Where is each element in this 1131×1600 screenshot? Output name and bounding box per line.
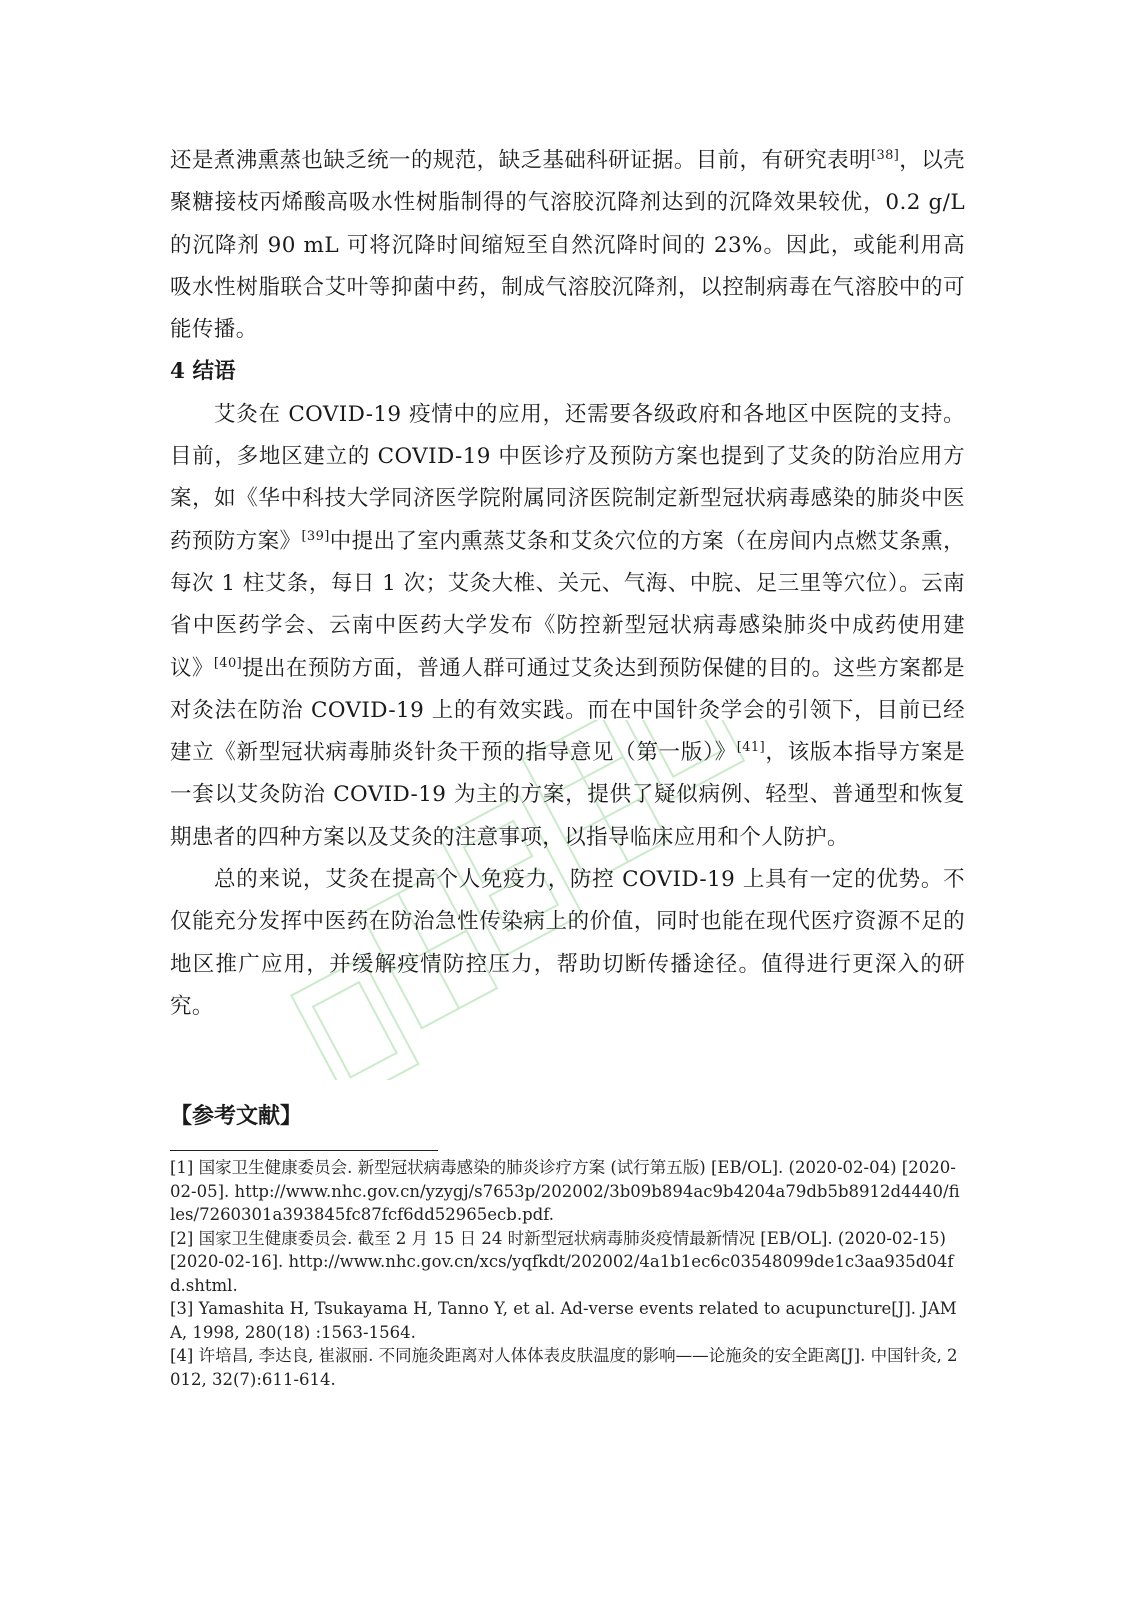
paragraph-3: 总的来说，艾灸在提高个人免疫力，防控 COVID-19 上具有一定的优势。不仅能充分发挥中医药在防治急性传染病上的价值，同时也能在现代医疗资源不足的地区推广应用，并缓解疫情防控压力，帮助切断传播途径。值得进行更深入的研究。 xyxy=(170,867,965,1019)
paragraph-2-part-c: 提出在预防方面，普通人群可通过艾灸达到预防保健的目的。这些方案都是对灸法在防治 COVID-19 上的有效实践。而在中国针灸学会的引领下，目前已经建立《新型冠状病毒肺炎针灸干预的指导意见（第一版）》 xyxy=(170,655,965,766)
reference-item: [4] 许培昌, 李达良, 崔淑丽. 不同施灸距离对人体体表皮肤温度的影响——论施灸的安全距离[J]. 中国针灸, 2012, 32(7):611-614. xyxy=(170,1346,958,1389)
paragraph-2-part-a: 艾灸在 COVID-19 疫情中的应用，还需要各级政府和各地区中医院的支持。目前，多地区建立的 COVID-19 中医诊疗及预防方案也提到了艾灸的防治应用方案，如《华中科技大学同济医学院附属同济医院制定新型冠状病毒感染的肺炎中医药预防方案》 xyxy=(170,401,965,554)
citation-38: [38] xyxy=(870,148,900,163)
paragraph-2-part-b: 中提出了室内熏蒸艾条和艾灸穴位的方案（在房间内点燃艾条熏，每次 1 柱艾条，每日 1 次；艾灸大椎、关元、气海、中脘、足三里等穴位）。云南省中医药学会、云南中医药大学发布《防控新型冠状病毒感染肺炎中成药使用建议》 xyxy=(170,528,965,681)
reference-item: [1] 国家卫生健康委员会. 新型冠状病毒感染的肺炎诊疗方案 (试行第五版) [EB/OL]. (2020-02-04) [2020-02-05]. http://www.nhc.gov.cn/yzygj/s7653p/202002/3b09b894ac9b4204a79db5b8912d4440/files/7260301a393845fc87fcf6dd52965ecb.pdf. xyxy=(170,1158,960,1224)
paragraph-2-part-d: ，该版本指导方案是一套以艾灸防治 COVID-19 为主的方案，提供了疑似病例、轻型、普通型和恢复期患者的四种方案以及艾灸的注意事项，以指导临床应用和个人防护。 xyxy=(170,740,965,850)
paragraph-1-part-b: ，以壳聚糖接枝丙烯酸高吸水性树脂制得的气溶胶沉降剂达到的沉降效果较优，0.2 g/L 的沉降剂 90 mL 可将沉降时间缩短至自然沉降时间的 23%。因此，或能利用高吸水性树脂联合艾叶等抑菌中药，制成气溶胶沉降剂，以控制病毒在气溶胶中的可能传播。 xyxy=(170,148,965,343)
article-body xyxy=(170,140,965,1028)
citation-39: [39] xyxy=(301,528,330,544)
reference-list xyxy=(170,1156,960,1391)
reference-item: [3] Yamashita H, Tsukayama H, Tanno Y, et al. Ad-verse events related to acupuncture[J]. JAMA, 1998, 280(18) :1563-1564. xyxy=(170,1299,957,1342)
reference-item: [2] 国家卫生健康委员会. 截至 2 月 15 日 24 时新型冠状病毒肺炎疫情最新情况 [EB/OL]. (2020-02-15) [2020-02-16]. http://www.nhc.gov.cn/xcs/yqfkdt/202002/4a1b1ec6c03548099de1c3aa935d04fd.shtml. xyxy=(170,1228,954,1295)
references-title: 【参考文献】 xyxy=(170,1103,303,1129)
section-heading: 4 结语 xyxy=(170,359,236,385)
footnote-divider xyxy=(170,1150,438,1151)
paragraph-1 xyxy=(170,140,965,351)
citation-40: [40] xyxy=(213,655,243,671)
paragraph-2 xyxy=(170,394,965,859)
paragraph-1-part-a: 还是煮沸熏蒸也缺乏统一的规范，缺乏基础科研证据。目前，有研究表明 xyxy=(170,148,871,173)
citation-41: [41] xyxy=(736,740,766,756)
